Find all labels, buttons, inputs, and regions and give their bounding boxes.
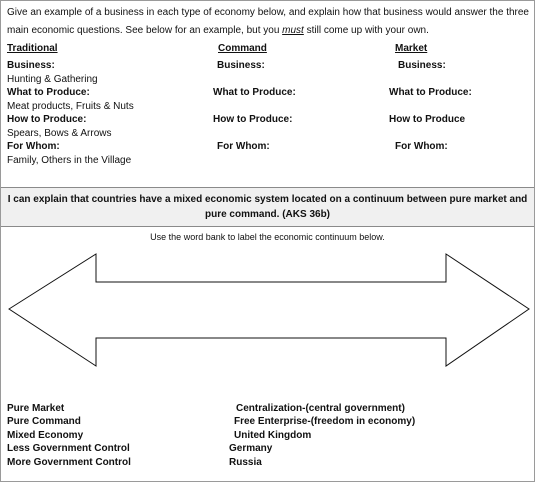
word-bank-right-1: Centralization-(central government)	[236, 403, 405, 414]
word-bank-left-2: Pure Command	[7, 416, 81, 427]
traditional-what-label: What to Produce:	[7, 87, 90, 98]
double-headed-arrow-shape	[9, 254, 529, 366]
standard-text: I can explain that countries have a mixed economic system located on a continuum between pure market and pure command. (AKS 36b)	[7, 194, 528, 220]
continuum-instruction: Use the word bank to label the economic continuum below.	[150, 232, 385, 242]
command-business-label: Business:	[217, 60, 265, 71]
word-bank-right-3: United Kingdom	[234, 430, 312, 441]
word-bank-right-5: Russia	[229, 457, 262, 468]
traditional-whom-label: For Whom:	[7, 141, 60, 152]
traditional-whom-value: Family, Others in the Village	[7, 155, 132, 166]
command-whom-label: For Whom:	[217, 141, 270, 152]
intro-line-2-start: main economic questions. See below for an example, but you	[7, 25, 283, 36]
intro-emphasis-must: must	[282, 25, 304, 36]
traditional-how-value: Spears, Bows & Arrows	[7, 128, 112, 139]
market-how-label: How to Produce	[389, 114, 466, 125]
standard-band	[1, 187, 534, 227]
traditional-how-label: How to Produce:	[7, 114, 87, 125]
command-what-label: What to Produce:	[213, 87, 296, 98]
traditional-business-value: Hunting & Gathering	[7, 74, 98, 85]
word-bank-left-4: Less Government Control	[7, 443, 130, 454]
command-how-label: How to Produce:	[213, 114, 293, 125]
word-bank-right-4: Germany	[229, 443, 273, 454]
market-what-label: What to Produce:	[389, 87, 472, 98]
traditional-what-value: Meat products, Fruits & Nuts	[7, 101, 134, 112]
market-whom-label: For Whom:	[395, 141, 448, 152]
word-bank-left-3: Mixed Economy	[7, 430, 84, 441]
intro-line-2-end: still come up with your own.	[303, 25, 429, 36]
traditional-heading: Traditional	[7, 43, 58, 54]
command-heading: Command	[218, 43, 267, 54]
continuum-arrow	[0, 250, 535, 370]
market-heading: Market	[395, 43, 428, 54]
intro-line-2	[7, 24, 429, 37]
word-bank-left-1: Pure Market	[7, 403, 65, 414]
word-bank-left-5: More Government Control	[7, 457, 131, 468]
word-bank-right-2: Free Enterprise-(freedom in economy)	[234, 416, 416, 427]
intro-line-1: Give an example of a business in each type of economy below, and explain how that business would answer the three	[7, 7, 529, 18]
traditional-business-label: Business:	[7, 60, 55, 71]
market-business-label: Business:	[398, 60, 446, 71]
